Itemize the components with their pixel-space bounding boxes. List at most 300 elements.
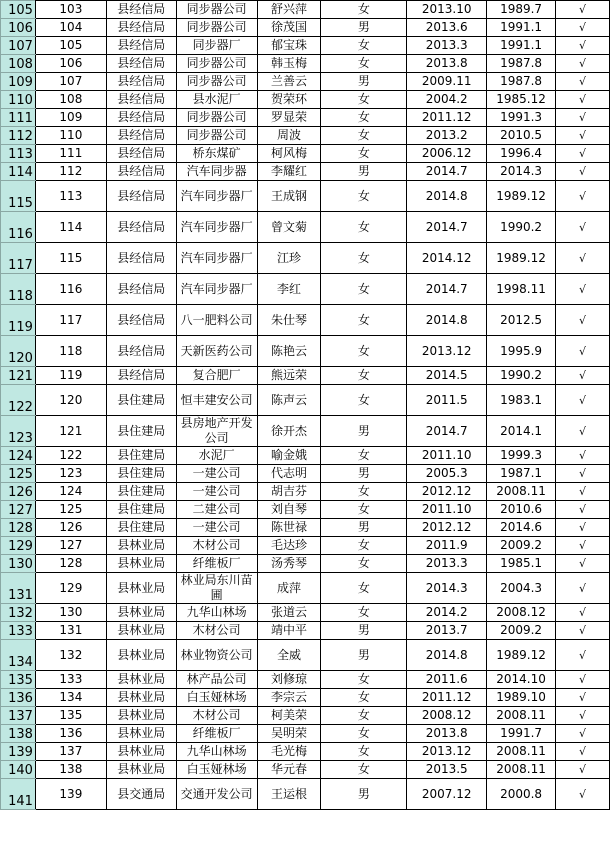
cell-gender[interactable]: 男: [321, 163, 407, 181]
cell-date[interactable]: 1985.1: [487, 555, 556, 573]
cell-seq[interactable]: 139: [35, 779, 106, 810]
cell-department[interactable]: 县经信局: [106, 55, 176, 73]
cell-seq[interactable]: 106: [35, 55, 106, 73]
cell-date[interactable]: 1991.1: [487, 19, 556, 37]
cell-department[interactable]: 县经信局: [106, 163, 176, 181]
cell-name[interactable]: 王运根: [257, 779, 321, 810]
row-header[interactable]: 113: [1, 145, 36, 163]
row-header[interactable]: 112: [1, 127, 36, 145]
cell-name[interactable]: 李宗云: [257, 689, 321, 707]
cell-check-mark[interactable]: √: [556, 689, 610, 707]
cell-seq[interactable]: 113: [35, 181, 106, 212]
cell-name[interactable]: 徐开杰: [257, 416, 321, 447]
row-header[interactable]: 125: [1, 465, 36, 483]
cell-work-date[interactable]: 2014.3: [407, 573, 487, 604]
cell-work-date[interactable]: 2013.10: [407, 1, 487, 19]
cell-name[interactable]: 江珍: [257, 243, 321, 274]
row-header[interactable]: 109: [1, 73, 36, 91]
cell-seq[interactable]: 123: [35, 465, 106, 483]
cell-check-mark[interactable]: √: [556, 73, 610, 91]
cell-seq[interactable]: 135: [35, 707, 106, 725]
cell-gender[interactable]: 女: [321, 367, 407, 385]
cell-work-date[interactable]: 2011.5: [407, 385, 487, 416]
row-header[interactable]: 134: [1, 640, 36, 671]
cell-check-mark[interactable]: √: [556, 519, 610, 537]
cell-seq[interactable]: 117: [35, 305, 106, 336]
cell-department[interactable]: 县经信局: [106, 212, 176, 243]
row-header[interactable]: 114: [1, 163, 36, 181]
cell-unit[interactable]: 天新医药公司: [176, 336, 257, 367]
cell-name[interactable]: 周波: [257, 127, 321, 145]
cell-department[interactable]: 县经信局: [106, 19, 176, 37]
cell-name[interactable]: 徐茂国: [257, 19, 321, 37]
cell-gender[interactable]: 男: [321, 73, 407, 91]
cell-work-date[interactable]: 2011.9: [407, 537, 487, 555]
cell-gender[interactable]: 男: [321, 465, 407, 483]
cell-name[interactable]: 罗显荣: [257, 109, 321, 127]
cell-work-date[interactable]: 2008.12: [407, 707, 487, 725]
cell-check-mark[interactable]: √: [556, 127, 610, 145]
cell-date[interactable]: 1989.12: [487, 640, 556, 671]
cell-gender[interactable]: 女: [321, 743, 407, 761]
cell-unit[interactable]: 同步器公司: [176, 1, 257, 19]
cell-unit[interactable]: 同步器公司: [176, 19, 257, 37]
cell-date[interactable]: 1998.11: [487, 274, 556, 305]
cell-name[interactable]: 柯美荣: [257, 707, 321, 725]
cell-gender[interactable]: 女: [321, 725, 407, 743]
cell-department[interactable]: 县经信局: [106, 336, 176, 367]
cell-unit[interactable]: 汽车同步器厂: [176, 274, 257, 305]
cell-department[interactable]: 县林业局: [106, 537, 176, 555]
cell-date[interactable]: 1991.3: [487, 109, 556, 127]
cell-date[interactable]: 1985.12: [487, 91, 556, 109]
cell-check-mark[interactable]: √: [556, 640, 610, 671]
cell-department[interactable]: 县林业局: [106, 573, 176, 604]
cell-department[interactable]: 县林业局: [106, 604, 176, 622]
row-header[interactable]: 126: [1, 483, 36, 501]
cell-date[interactable]: 1989.12: [487, 181, 556, 212]
row-header[interactable]: 128: [1, 519, 36, 537]
cell-date[interactable]: 2010.6: [487, 501, 556, 519]
cell-check-mark[interactable]: √: [556, 416, 610, 447]
cell-date[interactable]: 2009.2: [487, 537, 556, 555]
row-header[interactable]: 132: [1, 604, 36, 622]
cell-department[interactable]: 县林业局: [106, 761, 176, 779]
cell-check-mark[interactable]: √: [556, 604, 610, 622]
cell-check-mark[interactable]: √: [556, 336, 610, 367]
cell-name[interactable]: 李耀红: [257, 163, 321, 181]
cell-work-date[interactable]: 2013.12: [407, 743, 487, 761]
cell-seq[interactable]: 128: [35, 555, 106, 573]
cell-seq[interactable]: 131: [35, 622, 106, 640]
cell-gender[interactable]: 女: [321, 127, 407, 145]
cell-name[interactable]: 曾文菊: [257, 212, 321, 243]
cell-work-date[interactable]: 2014.12: [407, 243, 487, 274]
cell-seq[interactable]: 125: [35, 501, 106, 519]
cell-seq[interactable]: 114: [35, 212, 106, 243]
cell-gender[interactable]: 女: [321, 501, 407, 519]
cell-seq[interactable]: 112: [35, 163, 106, 181]
cell-name[interactable]: 舒兴萍: [257, 1, 321, 19]
cell-work-date[interactable]: 2014.7: [407, 416, 487, 447]
cell-seq[interactable]: 103: [35, 1, 106, 19]
cell-check-mark[interactable]: √: [556, 37, 610, 55]
cell-date[interactable]: 2014.3: [487, 163, 556, 181]
cell-unit[interactable]: 同步器厂: [176, 37, 257, 55]
cell-unit[interactable]: 木材公司: [176, 707, 257, 725]
cell-work-date[interactable]: 2011.12: [407, 109, 487, 127]
cell-department[interactable]: 县住建局: [106, 483, 176, 501]
cell-unit[interactable]: 一建公司: [176, 465, 257, 483]
cell-unit[interactable]: 木材公司: [176, 622, 257, 640]
cell-name[interactable]: 代志明: [257, 465, 321, 483]
cell-date[interactable]: 1990.2: [487, 212, 556, 243]
cell-gender[interactable]: 男: [321, 779, 407, 810]
cell-name[interactable]: 贺荣环: [257, 91, 321, 109]
cell-name[interactable]: 李红: [257, 274, 321, 305]
cell-check-mark[interactable]: √: [556, 501, 610, 519]
cell-seq[interactable]: 105: [35, 37, 106, 55]
cell-work-date[interactable]: 2013.6: [407, 19, 487, 37]
row-header[interactable]: 136: [1, 689, 36, 707]
cell-work-date[interactable]: 2014.8: [407, 181, 487, 212]
cell-check-mark[interactable]: √: [556, 555, 610, 573]
cell-check-mark[interactable]: √: [556, 573, 610, 604]
cell-work-date[interactable]: 2011.6: [407, 671, 487, 689]
cell-unit[interactable]: 同步器公司: [176, 55, 257, 73]
cell-unit[interactable]: 一建公司: [176, 519, 257, 537]
cell-work-date[interactable]: 2014.7: [407, 274, 487, 305]
cell-date[interactable]: 2008.12: [487, 604, 556, 622]
cell-date[interactable]: 2008.11: [487, 707, 556, 725]
cell-gender[interactable]: 女: [321, 37, 407, 55]
cell-check-mark[interactable]: √: [556, 91, 610, 109]
row-header[interactable]: 131: [1, 573, 36, 604]
cell-work-date[interactable]: 2014.5: [407, 367, 487, 385]
cell-department[interactable]: 县住建局: [106, 416, 176, 447]
cell-name[interactable]: 陈声云: [257, 385, 321, 416]
cell-check-mark[interactable]: √: [556, 274, 610, 305]
cell-department[interactable]: 县经信局: [106, 127, 176, 145]
cell-work-date[interactable]: 2014.7: [407, 212, 487, 243]
cell-work-date[interactable]: 2013.7: [407, 622, 487, 640]
cell-date[interactable]: 2010.5: [487, 127, 556, 145]
cell-gender[interactable]: 男: [321, 19, 407, 37]
cell-work-date[interactable]: 2013.3: [407, 37, 487, 55]
cell-gender[interactable]: 女: [321, 555, 407, 573]
cell-check-mark[interactable]: √: [556, 743, 610, 761]
cell-department[interactable]: 县经信局: [106, 73, 176, 91]
cell-gender[interactable]: 女: [321, 604, 407, 622]
cell-unit[interactable]: 交通开发公司: [176, 779, 257, 810]
cell-gender[interactable]: 女: [321, 573, 407, 604]
cell-unit[interactable]: 林业物资公司: [176, 640, 257, 671]
cell-seq[interactable]: 118: [35, 336, 106, 367]
cell-unit[interactable]: 纤维板厂: [176, 725, 257, 743]
cell-work-date[interactable]: 2014.8: [407, 305, 487, 336]
cell-name[interactable]: 成萍: [257, 573, 321, 604]
cell-name[interactable]: 毛达珍: [257, 537, 321, 555]
cell-gender[interactable]: 男: [321, 416, 407, 447]
cell-seq[interactable]: 136: [35, 725, 106, 743]
cell-check-mark[interactable]: √: [556, 707, 610, 725]
cell-name[interactable]: 兰善云: [257, 73, 321, 91]
cell-seq[interactable]: 116: [35, 274, 106, 305]
cell-department[interactable]: 县经信局: [106, 37, 176, 55]
cell-date[interactable]: 1987.1: [487, 465, 556, 483]
cell-department[interactable]: 县交通局: [106, 779, 176, 810]
cell-check-mark[interactable]: √: [556, 761, 610, 779]
cell-department[interactable]: 县经信局: [106, 145, 176, 163]
row-header[interactable]: 105: [1, 1, 36, 19]
cell-work-date[interactable]: 2013.3: [407, 555, 487, 573]
cell-name[interactable]: 毛光梅: [257, 743, 321, 761]
cell-unit[interactable]: 白玉娅林场: [176, 689, 257, 707]
row-header[interactable]: 137: [1, 707, 36, 725]
cell-gender[interactable]: 男: [321, 640, 407, 671]
cell-date[interactable]: 2014.10: [487, 671, 556, 689]
cell-work-date[interactable]: 2014.8: [407, 640, 487, 671]
cell-name[interactable]: 喻金娥: [257, 447, 321, 465]
row-header[interactable]: 119: [1, 305, 36, 336]
row-header[interactable]: 141: [1, 779, 36, 810]
cell-gender[interactable]: 女: [321, 181, 407, 212]
cell-unit[interactable]: 汽车同步器: [176, 163, 257, 181]
cell-gender[interactable]: 女: [321, 385, 407, 416]
cell-work-date[interactable]: 2011.10: [407, 447, 487, 465]
cell-name[interactable]: 熊远荣: [257, 367, 321, 385]
cell-seq[interactable]: 104: [35, 19, 106, 37]
cell-check-mark[interactable]: √: [556, 465, 610, 483]
cell-department[interactable]: 县林业局: [106, 707, 176, 725]
cell-gender[interactable]: 男: [321, 519, 407, 537]
cell-unit[interactable]: 白玉娅林场: [176, 761, 257, 779]
cell-unit[interactable]: 恒丰建安公司: [176, 385, 257, 416]
row-header[interactable]: 121: [1, 367, 36, 385]
cell-check-mark[interactable]: √: [556, 109, 610, 127]
cell-gender[interactable]: 女: [321, 336, 407, 367]
row-header[interactable]: 127: [1, 501, 36, 519]
cell-work-date[interactable]: 2006.12: [407, 145, 487, 163]
cell-gender[interactable]: 女: [321, 689, 407, 707]
cell-work-date[interactable]: 2013.2: [407, 127, 487, 145]
cell-work-date[interactable]: 2011.12: [407, 689, 487, 707]
cell-check-mark[interactable]: √: [556, 145, 610, 163]
cell-date[interactable]: 2014.1: [487, 416, 556, 447]
cell-unit[interactable]: 九华山林场: [176, 604, 257, 622]
row-header[interactable]: 139: [1, 743, 36, 761]
cell-unit[interactable]: 汽车同步器厂: [176, 212, 257, 243]
cell-gender[interactable]: 女: [321, 671, 407, 689]
cell-name[interactable]: 汤秀琴: [257, 555, 321, 573]
cell-gender[interactable]: 女: [321, 537, 407, 555]
cell-unit[interactable]: 汽车同步器厂: [176, 181, 257, 212]
row-header[interactable]: 120: [1, 336, 36, 367]
cell-check-mark[interactable]: √: [556, 447, 610, 465]
cell-date[interactable]: 1990.2: [487, 367, 556, 385]
cell-unit[interactable]: 一建公司: [176, 483, 257, 501]
cell-check-mark[interactable]: √: [556, 367, 610, 385]
cell-department[interactable]: 县林业局: [106, 689, 176, 707]
cell-seq[interactable]: 133: [35, 671, 106, 689]
cell-department[interactable]: 县经信局: [106, 367, 176, 385]
cell-seq[interactable]: 119: [35, 367, 106, 385]
cell-unit[interactable]: 同步器公司: [176, 73, 257, 91]
row-header[interactable]: 106: [1, 19, 36, 37]
cell-work-date[interactable]: 2013.8: [407, 725, 487, 743]
cell-unit[interactable]: 桥东煤矿: [176, 145, 257, 163]
cell-seq[interactable]: 107: [35, 73, 106, 91]
cell-date[interactable]: 2008.11: [487, 761, 556, 779]
cell-check-mark[interactable]: √: [556, 779, 610, 810]
cell-unit[interactable]: 汽车同步器厂: [176, 243, 257, 274]
cell-work-date[interactable]: 2009.11: [407, 73, 487, 91]
cell-check-mark[interactable]: √: [556, 19, 610, 37]
cell-department[interactable]: 县住建局: [106, 519, 176, 537]
cell-name[interactable]: 刘修琼: [257, 671, 321, 689]
row-header[interactable]: 133: [1, 622, 36, 640]
cell-date[interactable]: 1983.1: [487, 385, 556, 416]
cell-unit[interactable]: 二建公司: [176, 501, 257, 519]
cell-name[interactable]: 张道云: [257, 604, 321, 622]
row-header[interactable]: 110: [1, 91, 36, 109]
row-header[interactable]: 107: [1, 37, 36, 55]
cell-date[interactable]: 1987.8: [487, 55, 556, 73]
cell-department[interactable]: 县经信局: [106, 274, 176, 305]
cell-work-date[interactable]: 2004.2: [407, 91, 487, 109]
cell-check-mark[interactable]: √: [556, 622, 610, 640]
cell-unit[interactable]: 县房地产开发公司: [176, 416, 257, 447]
cell-date[interactable]: 1989.7: [487, 1, 556, 19]
cell-unit[interactable]: 纤维板厂: [176, 555, 257, 573]
cell-unit[interactable]: 复合肥厂: [176, 367, 257, 385]
cell-gender[interactable]: 女: [321, 274, 407, 305]
cell-department[interactable]: 县经信局: [106, 109, 176, 127]
cell-seq[interactable]: 130: [35, 604, 106, 622]
cell-seq[interactable]: 110: [35, 127, 106, 145]
cell-seq[interactable]: 111: [35, 145, 106, 163]
row-header[interactable]: 115: [1, 181, 36, 212]
cell-check-mark[interactable]: √: [556, 1, 610, 19]
cell-name[interactable]: 华元春: [257, 761, 321, 779]
cell-department[interactable]: 县住建局: [106, 447, 176, 465]
cell-work-date[interactable]: 2011.10: [407, 501, 487, 519]
cell-work-date[interactable]: 2014.7: [407, 163, 487, 181]
cell-gender[interactable]: 女: [321, 761, 407, 779]
cell-name[interactable]: 胡吉芬: [257, 483, 321, 501]
cell-work-date[interactable]: 2005.3: [407, 465, 487, 483]
row-header[interactable]: 118: [1, 274, 36, 305]
cell-check-mark[interactable]: √: [556, 55, 610, 73]
cell-date[interactable]: 2008.11: [487, 483, 556, 501]
row-header[interactable]: 111: [1, 109, 36, 127]
cell-department[interactable]: 县住建局: [106, 465, 176, 483]
row-header[interactable]: 117: [1, 243, 36, 274]
cell-seq[interactable]: 120: [35, 385, 106, 416]
cell-check-mark[interactable]: √: [556, 385, 610, 416]
cell-department[interactable]: 县住建局: [106, 385, 176, 416]
cell-department[interactable]: 县林业局: [106, 622, 176, 640]
row-header[interactable]: 138: [1, 725, 36, 743]
cell-department[interactable]: 县林业局: [106, 725, 176, 743]
row-header[interactable]: 135: [1, 671, 36, 689]
cell-department[interactable]: 县经信局: [106, 305, 176, 336]
row-header[interactable]: 129: [1, 537, 36, 555]
cell-work-date[interactable]: 2012.12: [407, 519, 487, 537]
cell-check-mark[interactable]: √: [556, 305, 610, 336]
cell-department[interactable]: 县住建局: [106, 501, 176, 519]
cell-name[interactable]: 吴明荣: [257, 725, 321, 743]
cell-name[interactable]: 郁宝珠: [257, 37, 321, 55]
cell-date[interactable]: 1995.9: [487, 336, 556, 367]
cell-seq[interactable]: 129: [35, 573, 106, 604]
cell-gender[interactable]: 女: [321, 243, 407, 274]
cell-department[interactable]: 县经信局: [106, 1, 176, 19]
cell-check-mark[interactable]: √: [556, 537, 610, 555]
cell-seq[interactable]: 127: [35, 537, 106, 555]
cell-unit[interactable]: 木材公司: [176, 537, 257, 555]
cell-check-mark[interactable]: √: [556, 212, 610, 243]
cell-work-date[interactable]: 2012.12: [407, 483, 487, 501]
cell-unit[interactable]: 林业局东川苗圃: [176, 573, 257, 604]
cell-date[interactable]: 1989.10: [487, 689, 556, 707]
cell-date[interactable]: 1991.1: [487, 37, 556, 55]
cell-name[interactable]: 王成钢: [257, 181, 321, 212]
cell-gender[interactable]: 女: [321, 1, 407, 19]
cell-name[interactable]: 陈艳云: [257, 336, 321, 367]
cell-department[interactable]: 县经信局: [106, 243, 176, 274]
cell-date[interactable]: 2000.8: [487, 779, 556, 810]
cell-department[interactable]: 县林业局: [106, 555, 176, 573]
row-header[interactable]: 108: [1, 55, 36, 73]
cell-name[interactable]: 柯风梅: [257, 145, 321, 163]
cell-gender[interactable]: 女: [321, 483, 407, 501]
cell-department[interactable]: 县经信局: [106, 181, 176, 212]
cell-date[interactable]: 2014.6: [487, 519, 556, 537]
cell-check-mark[interactable]: √: [556, 671, 610, 689]
cell-gender[interactable]: 女: [321, 109, 407, 127]
cell-date[interactable]: 1989.12: [487, 243, 556, 274]
cell-date[interactable]: 2009.2: [487, 622, 556, 640]
cell-unit[interactable]: 林产品公司: [176, 671, 257, 689]
cell-seq[interactable]: 109: [35, 109, 106, 127]
cell-seq[interactable]: 121: [35, 416, 106, 447]
cell-date[interactable]: 2008.11: [487, 743, 556, 761]
cell-work-date[interactable]: 2013.5: [407, 761, 487, 779]
cell-unit[interactable]: 同步器公司: [176, 109, 257, 127]
row-header[interactable]: 130: [1, 555, 36, 573]
cell-check-mark[interactable]: √: [556, 483, 610, 501]
cell-seq[interactable]: 132: [35, 640, 106, 671]
cell-gender[interactable]: 女: [321, 447, 407, 465]
cell-seq[interactable]: 138: [35, 761, 106, 779]
row-header[interactable]: 123: [1, 416, 36, 447]
cell-name[interactable]: 刘自琴: [257, 501, 321, 519]
cell-name[interactable]: 靖中平: [257, 622, 321, 640]
cell-unit[interactable]: 水泥厂: [176, 447, 257, 465]
cell-unit[interactable]: 县水泥厂: [176, 91, 257, 109]
cell-gender[interactable]: 女: [321, 55, 407, 73]
cell-department[interactable]: 县林业局: [106, 671, 176, 689]
cell-work-date[interactable]: 2013.8: [407, 55, 487, 73]
cell-department[interactable]: 县林业局: [106, 640, 176, 671]
cell-seq[interactable]: 134: [35, 689, 106, 707]
cell-gender[interactable]: 女: [321, 305, 407, 336]
cell-check-mark[interactable]: √: [556, 181, 610, 212]
cell-check-mark[interactable]: √: [556, 163, 610, 181]
cell-date[interactable]: 1991.7: [487, 725, 556, 743]
cell-gender[interactable]: 女: [321, 91, 407, 109]
